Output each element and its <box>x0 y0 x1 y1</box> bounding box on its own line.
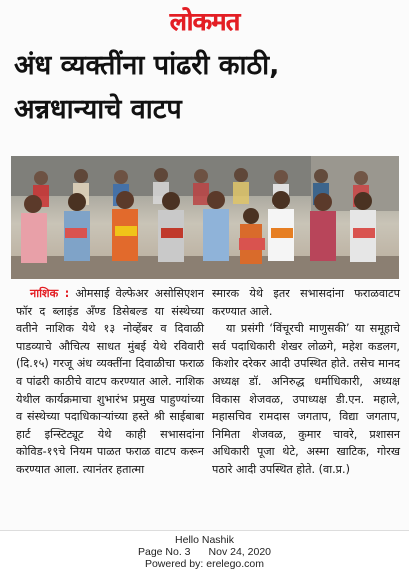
footer-powered-by: Powered by: erelego.com <box>144 558 265 570</box>
article-column-right <box>212 285 400 479</box>
lokmat-logo: लोकमत <box>169 7 240 36</box>
article-column-left <box>16 285 204 479</box>
footer-date: Nov 24, 2020 <box>208 546 271 558</box>
footer-page-date <box>0 546 409 558</box>
headline-line-1: अंध व्यक्तींना पांढरी काठी, <box>14 50 280 81</box>
photo-illustration <box>11 156 399 279</box>
masthead <box>0 4 409 38</box>
article-left-text: ओमसाई वेल्फेअर असोसिएशन फॉर द ब्लाइंड अँण्ड डिसेबल्ड या संस्थेच्या वतीने नाशिक येथे १३ नोव्हेंबर व दिवाळी पाडव्याचे औचित्य साधत मुंबई येथे रविवारी (दि.१५) गरजू अंध व्यक्तींना दिवाळीचा फराळ व पांढरी काठीचे वाटप करण्यात आले. नाशिक येथील कार्यक्रमाचा शुभारंभ प्रमुख पाहुण्यांच्या व संस्थेच्या पदाधिकाऱ्यांच्या हस्ते श्री साईबाबा हार्ट इन्स्टिट्यूट येथे काही सभासदांना कोविड-१९चे नियम पाळत फराळ वाटप करून करण्यात आला. त्यानंतर हतात्मा <box>16 287 205 476</box>
news-photo <box>11 156 399 279</box>
headline <box>14 44 404 132</box>
dateline: नाशिक : <box>30 287 70 300</box>
page-footer <box>0 534 409 570</box>
headline-line-2: अन्नधान्याचे वाटप <box>14 94 182 125</box>
article-right-p2: या प्रसंगी ‘विंचूरची माणुसकी’ या समूहाचे सर्व पदाधिकारी शेखर लोळगे, महेश कडलग, किशोर दरेकर आदी उपस्थित होते. तसेच मानद अध्यक्ष डॉ. अनिरुद्ध धर्माधिकारी, अध्यक्ष विकास शेजवळ, उपाध्यक्ष डी.एन. महाले, महासचिव रामदास जगताप, विद्या जगताप, निमिता शेजवळ, कुमार चावरे, प्रशासन अधिकारी पूजा थेटे, अस्मा खाटिक, गोरख पठारे आदी उपस्थित होते. (वा.प्र.) <box>212 322 400 476</box>
footer-page: Page No. 3 <box>137 546 191 558</box>
article-right-p1: स्मारक येथे इतर सभासदांना फराळवाटप करण्यात आले. <box>212 287 400 318</box>
article-paragraph-1 <box>16 285 204 479</box>
footer-edition: Hello Nashik <box>175 534 234 546</box>
